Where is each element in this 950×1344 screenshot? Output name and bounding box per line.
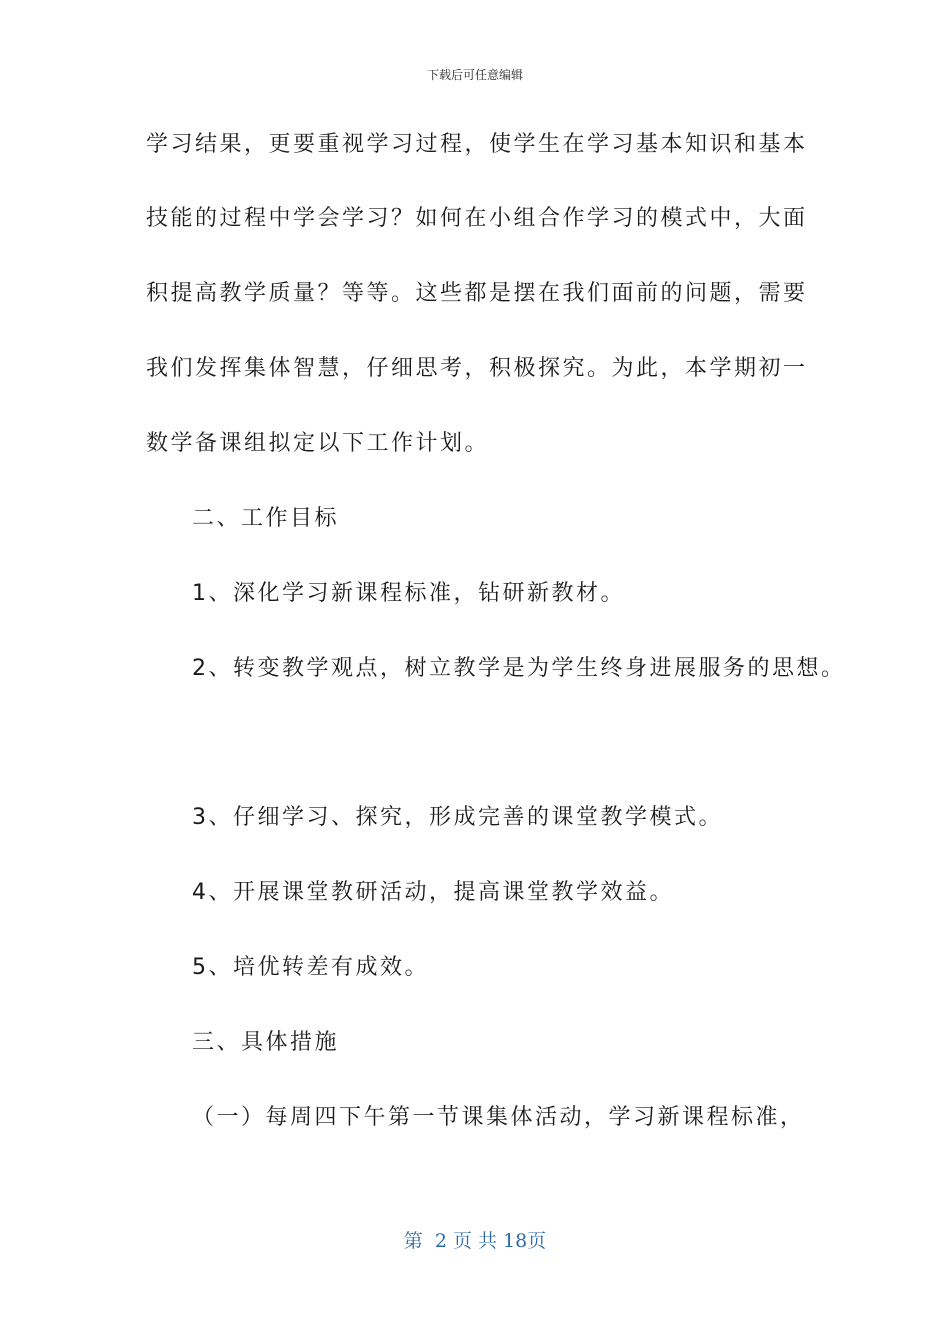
list-item: 5、培优转差有成效。 [192, 955, 429, 980]
paragraph-line: 学习结果，更要重视学习过程，使学生在学习基本知识和基本 [146, 132, 808, 157]
section-heading: 三、具体措施 [192, 1030, 340, 1055]
list-item: 4、开展课堂教研活动，提高课堂教学效益。 [192, 880, 674, 905]
paragraph-line: 积提高教学质量？等等。这些都是摆在我们面前的问题，需要 [146, 281, 808, 306]
page-header: 下载后可任意编辑 [426, 68, 523, 82]
paragraph-line: 数学备课组拟定以下工作计划。 [146, 431, 490, 456]
list-item: 3、仔细学习、探究，形成完善的课堂教学模式。 [192, 805, 723, 830]
list-item: 2、转变教学观点，树立教学是为学生终身进展服务的思想。 [192, 656, 846, 681]
paragraph-line: （一）每周四下午第一节课集体活动，学习新课程标准， [192, 1105, 805, 1130]
paragraph-line: 技能的过程中学会学习？如何在小组合作学习的模式中，大面 [146, 206, 808, 231]
list-item: 1、深化学习新课程标准，钻研新教材。 [192, 581, 625, 606]
paragraph-line: 我们发挥集体智慧，仔细思考，积极探究。为此，本学期初一 [146, 356, 808, 381]
page-number-footer: 第 2 页 共 18页 [403, 1230, 547, 1252]
section-heading: 二、工作目标 [192, 506, 340, 531]
